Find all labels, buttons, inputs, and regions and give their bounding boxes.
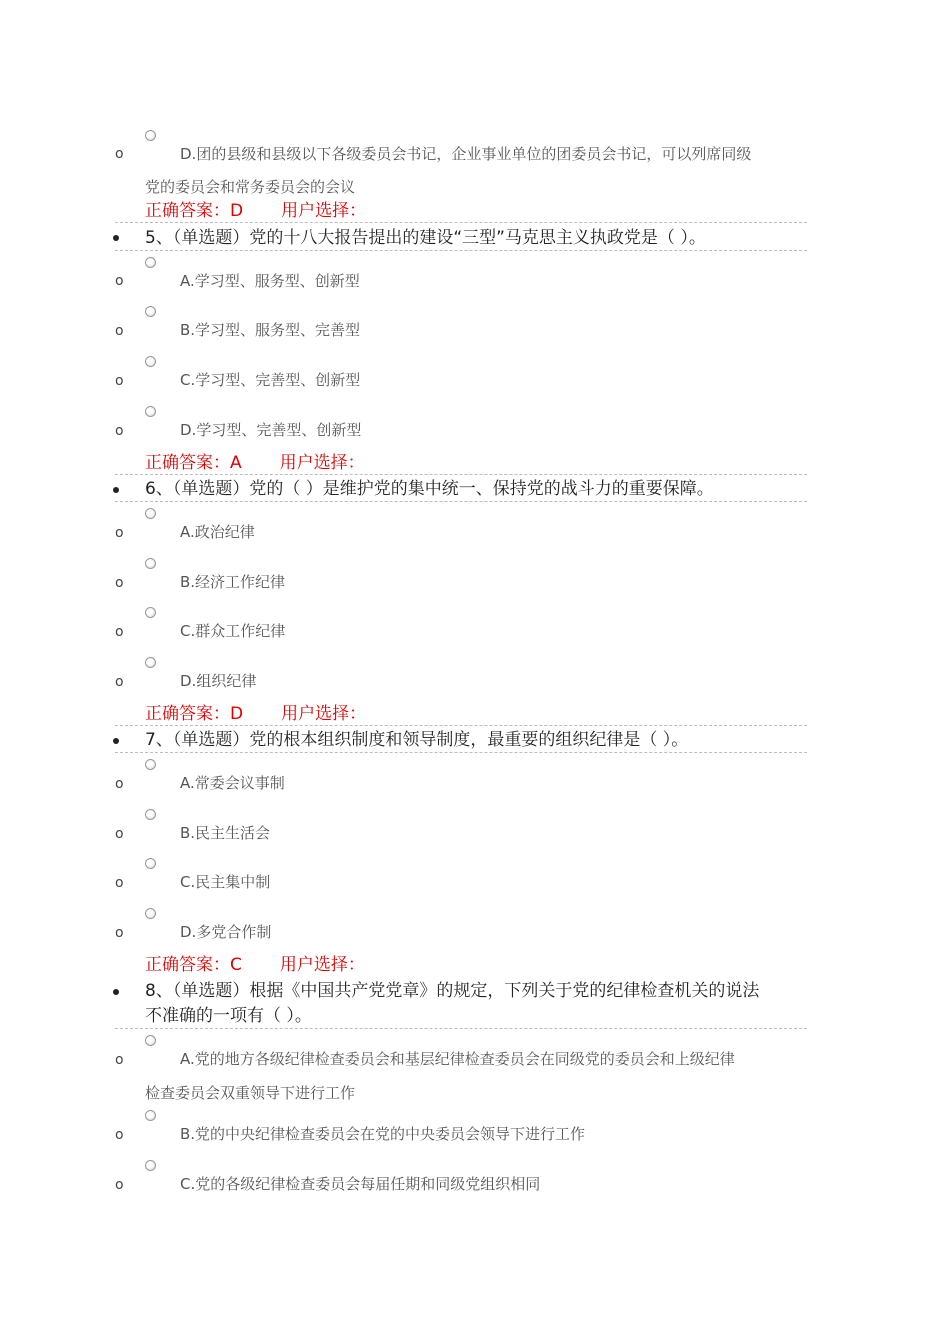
q7-question-text: 7、（单选题）党的根本组织制度和领导制度，最重要的组织纪律是（ ）。 xyxy=(145,730,689,750)
separator xyxy=(115,501,807,502)
radio-q5-option-b[interactable] xyxy=(145,306,156,317)
q8-option-a-text: A.党的地方各级纪律检查委员会和基层纪律检查委员会在同级党的委员会和上级纪律 xyxy=(180,1050,735,1068)
question-bullet xyxy=(113,738,119,744)
q8-question-text: 8、（单选题）根据《中国共产党党章》的规定，下列关于党的纪律检查机关的说法 xyxy=(145,981,760,1001)
correct-answer: 正确答案：D xyxy=(145,201,244,221)
q5-option-b-text: B.学习型、服务型、完善型 xyxy=(180,321,361,339)
option-marker: o xyxy=(115,1177,124,1193)
q7-answer-line xyxy=(145,955,365,975)
option-marker: o xyxy=(115,525,124,541)
separator xyxy=(115,752,807,753)
q5-answer-line xyxy=(145,453,365,473)
radio-q7-option-d[interactable] xyxy=(145,908,156,919)
user-choice: 用户选择： xyxy=(281,704,367,724)
option-marker: o xyxy=(115,146,124,162)
radio-q7-option-b[interactable] xyxy=(145,809,156,820)
q4-option-d-text-cont: 党的委员会和常务委员会的会议 xyxy=(145,178,356,196)
q7-option-d-text: D.多党合作制 xyxy=(180,923,272,941)
radio-q6-option-a[interactable] xyxy=(145,508,156,519)
separator xyxy=(115,250,807,251)
q6-answer-line xyxy=(145,704,366,724)
radio-q8-option-c[interactable] xyxy=(145,1160,156,1171)
option-marker: o xyxy=(115,624,124,640)
question-bullet xyxy=(113,989,119,995)
q8-option-c-text: C.党的各级纪律检查委员会每届任期和同级党组织相同 xyxy=(180,1175,541,1193)
option-marker: o xyxy=(115,1127,124,1143)
radio-q8-option-a[interactable] xyxy=(145,1035,156,1046)
q8-option-a-text-cont: 检查委员会双重领导下进行工作 xyxy=(145,1084,356,1102)
radio-q6-option-b[interactable] xyxy=(145,558,156,569)
q7-option-a-text: A.常委会议事制 xyxy=(180,774,285,792)
q5-option-d-text: D.学习型、完善型、创新型 xyxy=(180,421,362,439)
radio-q7-option-c[interactable] xyxy=(145,858,156,869)
option-marker: o xyxy=(115,925,124,941)
q5-option-a-text: A.学习型、服务型、创新型 xyxy=(180,272,360,290)
q7-option-c-text: C.民主集中制 xyxy=(180,873,271,891)
radio-q6-option-c[interactable] xyxy=(145,607,156,618)
option-marker: o xyxy=(115,373,124,389)
correct-answer: 正确答案：A xyxy=(145,453,242,473)
separator xyxy=(115,474,807,475)
radio-q6-option-d[interactable] xyxy=(145,657,156,668)
separator xyxy=(115,222,807,223)
q6-option-d-text: D.组织纪律 xyxy=(180,672,257,690)
option-marker: o xyxy=(115,1052,124,1068)
user-choice: 用户选择： xyxy=(279,955,365,975)
q6-option-a-text: A.政治纪律 xyxy=(180,523,255,541)
radio-q5-option-a[interactable] xyxy=(145,257,156,268)
correct-answer: 正确答案：D xyxy=(145,704,244,724)
option-marker: o xyxy=(115,674,124,690)
option-marker: o xyxy=(115,826,124,842)
option-marker: o xyxy=(115,323,124,339)
radio-q8-option-b[interactable] xyxy=(145,1110,156,1121)
option-marker: o xyxy=(115,776,124,792)
q6-option-c-text: C.群众工作纪律 xyxy=(180,622,286,640)
q4-option-d-text: D.团的县级和县级以下各级委员会书记，企业事业单位的团委员会书记，可以列席同级 xyxy=(180,145,752,163)
separator xyxy=(115,1028,807,1029)
option-marker: o xyxy=(115,423,124,439)
q6-option-b-text: B.经济工作纪律 xyxy=(180,573,286,591)
q8-question-text-cont: 不准确的一项有（ ）。 xyxy=(145,1006,312,1026)
radio-q7-option-a[interactable] xyxy=(145,759,156,770)
q5-question-text: 5、（单选题）党的十八大报告提出的建设“三型”马克思主义执政党是（ ）。 xyxy=(145,228,706,248)
correct-answer: 正确答案：C xyxy=(145,955,242,975)
option-marker: o xyxy=(115,875,124,891)
q7-option-b-text: B.民主生活会 xyxy=(180,824,271,842)
q5-option-c-text: C.学习型、完善型、创新型 xyxy=(180,371,361,389)
separator xyxy=(115,725,807,726)
q6-question-text: 6、（单选题）党的（ ）是维护党的集中统一、保持党的战斗力的重要保障。 xyxy=(145,479,714,499)
question-bullet xyxy=(113,487,119,493)
option-marker: o xyxy=(115,575,124,591)
q8-option-b-text: B.党的中央纪律检查委员会在党的中央委员会领导下进行工作 xyxy=(180,1125,586,1143)
question-bullet xyxy=(113,235,119,241)
q4-answer-line xyxy=(145,201,366,221)
user-choice: 用户选择： xyxy=(279,453,365,473)
radio-q4-option-d[interactable] xyxy=(145,130,156,141)
radio-q5-option-d[interactable] xyxy=(145,406,156,417)
user-choice: 用户选择： xyxy=(281,201,367,221)
option-marker: o xyxy=(115,273,124,289)
radio-q5-option-c[interactable] xyxy=(145,356,156,367)
